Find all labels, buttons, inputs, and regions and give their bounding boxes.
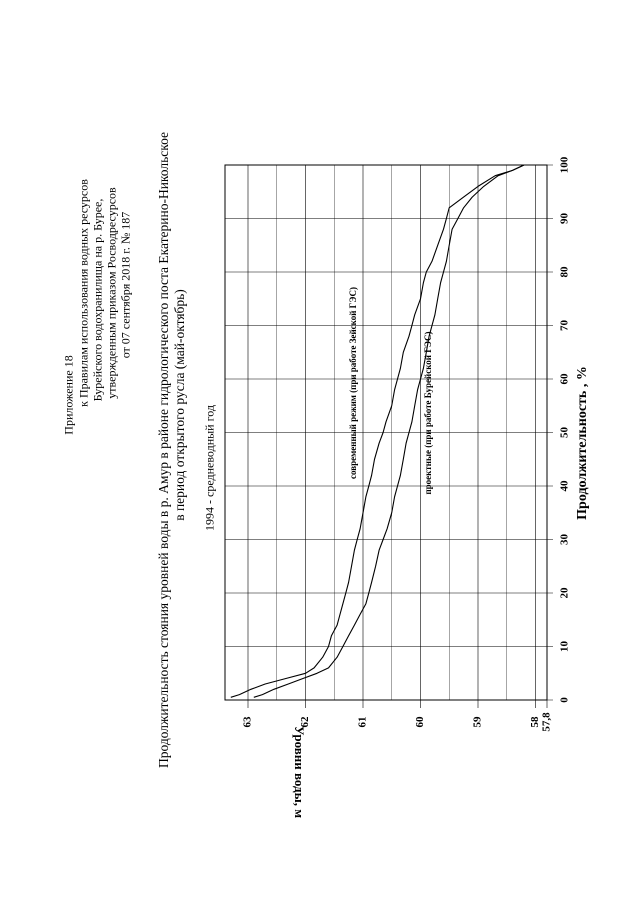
y-axis-label: Уровни воды, м: [292, 725, 307, 819]
x-tick-label: 50: [558, 427, 571, 438]
x-tick-label: 80: [558, 266, 571, 278]
header-line-1: Приложение 18: [61, 355, 76, 435]
header-line-4: утвержденным приказом Росводресурсов: [104, 187, 119, 399]
header-line-5: от 07 сентября 2018 г. № 187: [118, 211, 133, 359]
y-tick-label: 61: [356, 716, 369, 728]
series: [231, 165, 524, 697]
y-tick-label: 62: [299, 716, 312, 728]
chart-title: Продолжительность стояния уровней воды в р. Амур в районе гидрологического поста Екатерино-Никольское: [156, 131, 171, 769]
curve-current-mode: [231, 165, 524, 697]
grid: [225, 165, 553, 708]
annotation-project-mode: проектные (при работе Бурейской ГЭС): [423, 331, 433, 495]
x-tick-label: 40: [558, 480, 571, 492]
y-tick-label: 63: [241, 716, 254, 728]
chart-title-line-2: в период открытого русла (май-октябрь): [172, 289, 187, 521]
y-tick-label: 58: [529, 716, 542, 728]
y-tick-label: 60: [414, 716, 427, 728]
x-tick-label: 0: [558, 697, 571, 703]
x-tick-label: 90: [558, 213, 571, 224]
chart-subtitle: 1994 - средневодный год: [202, 405, 217, 531]
x-tick-label: 10: [558, 641, 571, 652]
x-tick-label: 20: [558, 587, 571, 599]
header-line-3: Бурейского водохранилища на р. Бурее,: [90, 198, 105, 402]
curve-project-mode: [254, 165, 524, 697]
x-tick-label: 70: [558, 320, 571, 331]
y-tick-label: 59: [471, 716, 484, 728]
x-tick-label: 100: [558, 156, 571, 174]
annotation-current-mode: современный режим (при работе Зейской ГЭС): [348, 287, 358, 479]
x-axis-label: Продолжительность , %: [575, 366, 590, 520]
header-line-2: к Правилам использования водных ресурсов: [76, 179, 91, 407]
x-tick-label: 30: [558, 534, 571, 545]
y-tick-label: 57,8: [540, 712, 553, 732]
x-tick-label: 60: [558, 373, 571, 385]
